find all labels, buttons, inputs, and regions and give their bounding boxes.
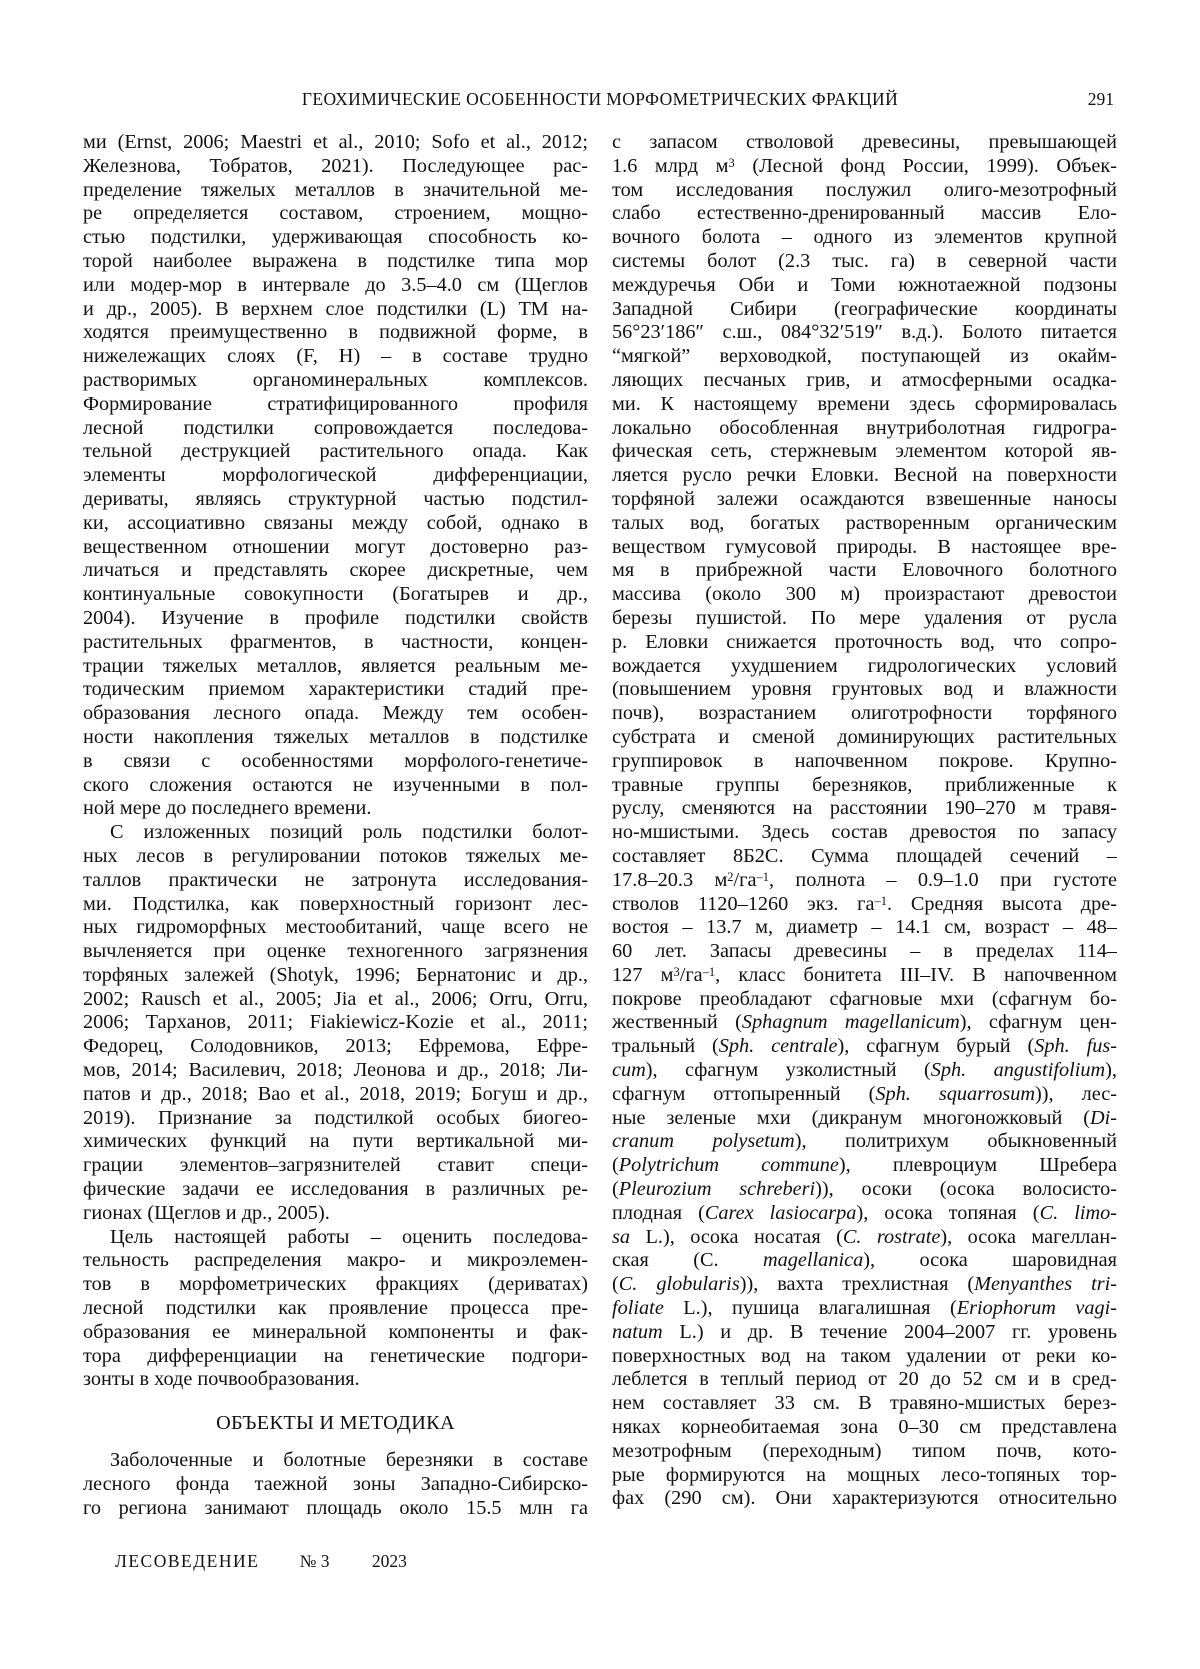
year: 2023 [371,1551,407,1571]
text-line: мя в прибрежной части Еловочного болотного [612,559,1117,582]
issue-number: № 3 [299,1551,330,1571]
text-line: Федорец, Солодовников, 2013; Ефремова, Ефре- [83,1035,588,1058]
text-line: sa L.), осока носатая (C. rostrate), осока магеллан- [612,1225,1117,1248]
text-line: 56°23′186″ с.ш., 084°32′519″ в.д.). Болото питается [612,321,1117,344]
text-line: Заболоченные и болотные березняки в составе [110,1449,588,1472]
text-line: ные зеленые мхи (дикранум многоножковый (Di- [612,1106,1117,1129]
text-line: тодическим приемом характеристики стадий пре- [83,678,588,701]
text-line: пределение тяжелых металлов в значительной ме- [83,178,588,201]
text-line: образования ее минеральной компоненты и фак- [83,1320,588,1343]
text-line: го региона занимают площадь около 15.5 млн га [83,1496,588,1519]
text-line: ми. Подстилка, как поверхностный горизонт лес- [83,892,588,915]
text-line: растительных фрагментов, в частности, концен- [83,630,588,653]
text-line: няках корнеобитаемая зона 0–30 см представлена [612,1416,1117,1439]
text-line: мов, 2014; Василевич, 2018; Леонова и др., 2018; Ли- [83,1059,588,1082]
text-line: торфяной залежи осаждаются взвешенные наносы [612,487,1117,510]
text-line: или модер-мор в интервале до 3.5–4.0 см (Щеглов [83,273,588,296]
text-line: патов и др., 2018; Bao et al., 2018, 2019; Богуш и др., [83,1082,588,1105]
text-line: вочного болота – одного из элементов крупной [612,226,1117,249]
text-line: Формирование стратифицированного профиля [83,392,588,415]
text-line: ляется русло речки Еловки. Весной на поверхности [612,464,1117,487]
text-line: вещественном отношении могут достоверно раз- [83,535,588,558]
text-line: лесной подстилки как проявление процесса пре- [83,1297,588,1320]
text-line: том исследования послужил олиго-мезотрофный [612,178,1117,201]
text-line: леблется в теплый период от 20 до 52 см и в сред- [612,1368,1117,1391]
text-line: почв), возрастанием олиготрофности торфяного [612,702,1117,725]
text-line: тральный (Sph. centrale), сфагнум бурый (Sph. fus- [612,1035,1117,1058]
text-line: ре определяется составом, строением, мощно- [83,202,588,225]
text-line: 2006; Тарханов, 2011; Fiakiewicz-Kozie et al., 2011; [83,1011,588,1034]
text-line: ми (Ernst, 2006; Maestri et al., 2010; Sofo et al., 2012; [83,131,588,153]
text-line: междуречья Оби и Томи южнотаежной подзоны [612,273,1117,296]
text-line: тельность распределения макро- и микроэлемен- [83,1249,588,1272]
text-line: cum), сфагнум узколистный (Sph. angustifolium), [612,1059,1117,1082]
text-line: торфяных залежей (Shotyk, 1996; Бернатонис и др., [83,963,588,986]
text-line: веществом гумусовой природы. В настоящее вре- [612,535,1117,558]
text-line: (Polytrichum commune), плевроциум Шребера [612,1154,1117,1177]
text-line: С изложенных позиций роль подстилки болот- [110,821,588,844]
text-line: ности накопления тяжелых металлов в подстилке [83,725,588,748]
text-line: дериваты, являясь структурной частью подстил- [83,487,588,510]
text-line: ского сложения остаются не изученными в пол- [83,773,588,796]
paragraph [83,131,588,821]
text-line: 1.6 млрд $м^3$ (Лесной фонд России, 1999). Объек- [612,154,1117,177]
text-line: химических функций на пути вертикальной ми- [83,1130,588,1153]
text-line: массива (около 300 м) произрастают древостои [612,583,1117,606]
text-line: континуальные совокупности (Богатырев и др., [83,583,588,606]
text-line: травные группы березняков, приближенные к [612,773,1117,796]
text-line: Железнова, Тобратов, 2021). Последующее рас- [83,154,588,177]
footer [115,1551,407,1572]
text-line: тов в морфометрических фракциях (дериватах) [83,1273,588,1296]
text-line: 2019). Признание за подстилкой особых биогео- [83,1106,588,1129]
text-line: жественный (Sphagnum magellanicum), сфагнум цен- [612,1011,1117,1034]
text-line: ки, ассоциативно связаны между собой, однако в [83,511,588,534]
right-column [612,131,1117,1511]
page-number: 291 [1087,89,1114,109]
text-line: (Pleurozium schreberi)), осоки (осока волосисто- [612,1178,1117,1201]
text-line: “мягкой” верховодкой, поступающей из окайм- [612,345,1117,368]
paragraph [612,131,1117,1511]
text-line: торой наиболее выражена в подстилке типа мор [83,249,588,272]
running-head: ГЕОХИМИЧЕСКИЕ ОСОБЕННОСТИ МОРФОМЕТРИЧЕСКИХ ФРАКЦИЙ [301,89,899,109]
text-line: 127 $м^3/га^{-1}$, класс бонитета III–IV. В напочвенном [612,963,1117,986]
text-line: составляет 8Б2С. Сумма площадей сечений – [612,844,1117,867]
paragraph [83,1449,588,1520]
text-line: трации тяжелых металлов, является реальным ме- [83,654,588,677]
text-line: тора дифференциации на генетические подгори- [83,1344,588,1367]
text-line: ных лесов в регулировании потоков тяжелых ме- [83,844,588,867]
text-line: элементы морфологической дифференциации, [83,464,588,487]
text-line: мезотрофным (переходным) типом почв, кото- [612,1439,1117,1462]
text-line: Западной Сибири (географические координаты [612,297,1117,320]
text-line: нижележащих слоях (F, H) – в составе трудно [83,345,588,368]
text-line: локально обособленная внутриболотная гидрогра- [612,416,1117,439]
text-line: в связи с особенностями морфолого-генетиче- [83,749,588,772]
text-line: фическая сеть, стержневым элементом которой яв- [612,440,1117,463]
text-line: вождается ухудшением гидрологических условий [612,654,1117,677]
text-line: foliate L.), пушица влагалишная (Eriophorum vagi- [612,1297,1117,1320]
text-line: группировок в напочвенном покрове. Крупно- [612,749,1117,772]
text-line: личаться и представлять скорее дискретные, чем [83,559,588,582]
text-line: таллов практически не затронута исследования- [83,868,588,891]
text-line: покрове преобладают сфагновые мхи (сфагнум бо- [612,987,1117,1010]
text-line: талых вод, богатых растворенным органическим [612,511,1117,534]
text-line: ми. К настоящему времени здесь сформировалась [612,392,1117,415]
text-line: фах (290 см). Они характеризуются относительно [612,1487,1117,1510]
text-line: ляющих песчаных грив, и атмосферными осадка- [612,368,1117,391]
text-line: но-мшистыми. Здесь состав древостоя по запасу [612,821,1117,844]
text-line: (повышением уровня грунтовых вод и влажности [612,678,1117,701]
text-line: лесного фонда таежной зоны Западно-Сибирско- [83,1473,588,1496]
text-line: поверхностных вод на таком удалении от реки ко- [612,1344,1117,1367]
paragraph [83,1226,588,1393]
text-line: субстрата и сменой доминирующих растительных [612,725,1117,748]
section-heading: ОБЪЕКТЫ И МЕТОДИКА [216,1412,455,1435]
text-line: с запасом стволовой древесины, превышающей [612,131,1117,153]
text-line: вычленяется при оценке техногенного загрязнения [83,940,588,963]
text-line: стволов 1120–1260 экз. $га^{-1}$. Средняя высота дре- [612,892,1117,915]
text-line: 17.8–20.3 $м^2/га^{-1}$, полнота – 0.9–1.0 при густоте [612,868,1117,891]
text-line: 2002; Rausch et al., 2005; Jia et al., 2006; Orru, Orru, [83,987,588,1010]
text-line: ных гидроморфных местообитаний, чаще всего не [83,916,588,939]
text-line: образования лесного опада. Между тем особен- [83,702,588,725]
text-line: р. Еловки снижается проточность вод, что сопро- [612,630,1117,653]
text-line: березы пушистой. По мере удаления от русла [612,606,1117,629]
text-line: системы болот (2.3 тыс. га) в северной части [612,249,1117,272]
text-line: зонты в ходе почвообразования. [83,1368,360,1391]
text-line: (C. globularis)), вахта трехлистная (Menyanthes tri- [612,1273,1117,1296]
text-line: сфагнум оттопыренный (Sph. squarrosum)), лес- [612,1082,1117,1105]
journal-name: ЛЕСОВЕДЕНИЕ [115,1551,260,1571]
text-line: 2004). Изучение в профиле подстилки свойств [83,606,588,629]
text-line: ская (С. magellanica), осока шаровидная [612,1249,1117,1272]
text-line: гионах (Щеглов и др., 2005). [83,1201,330,1224]
text-line: и др., 2005). В верхнем слое подстилки (L) ТМ на- [83,297,588,320]
text-line: 60 лет. Запасы древесины – в пределах 114– [612,940,1117,963]
text-line: ходятся преимущественно в подвижной форме, в [83,321,588,344]
text-line: рые формируются на мощных лесо-топяных тор- [612,1463,1117,1486]
text-line: тельной деструкцией растительного опада. Как [83,440,588,463]
text-line: ной мере до последнего времени. [83,797,372,820]
text-line: нем составляет 33 см. В травяно-мшистых берез- [612,1392,1117,1415]
text-line: плодная (Carex lasiocarpa), осока топяная (C. limo- [612,1201,1117,1224]
text-line: лесной подстилки сопровождается последова- [83,416,588,439]
text-line: natum L.) и др. В течение 2004–2007 гг. уровень [612,1320,1117,1343]
text-line: слабо естественно-дренированный массив Ело- [612,202,1117,225]
text-line: грации элементов–загрязнителей ставит специ- [83,1154,588,1177]
left-column [83,131,588,1521]
text-line: руслу, сменяются на расстоянии 190–270 м травя- [612,797,1117,820]
text-line: растворимых органоминеральных комплексов. [83,368,588,391]
text-line: востоя – 13.7 м, диаметр – 14.1 см, возраст – 48– [612,916,1117,939]
text-line: стью подстилки, удерживающая способность ко- [83,226,588,249]
paragraph [83,821,588,1226]
text-line: cranum polysetum), политрихум обыкновенный [612,1130,1117,1153]
text-line: Цель настоящей работы – оценить последова- [110,1225,588,1248]
text-line: фические задачи ее исследования в различных ре- [83,1178,588,1201]
